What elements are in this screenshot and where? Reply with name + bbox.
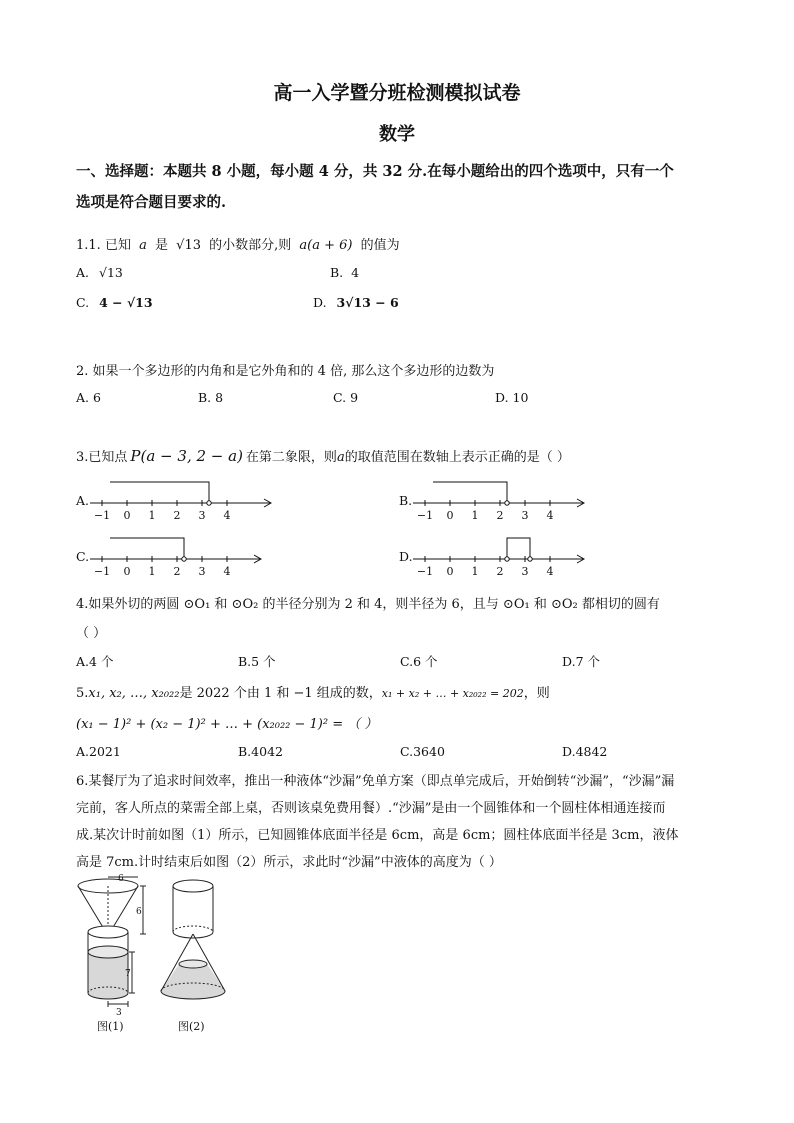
figure-1-caption: 图(1) bbox=[97, 1020, 124, 1033]
endpoint-2 bbox=[505, 557, 509, 561]
q1-option-c bbox=[76, 295, 153, 310]
question-2-stem: 2. 如果一个多边形的内角和是它外角和的 4 倍, 那么这个多边形的边数为 bbox=[76, 364, 495, 379]
q5-option-a-value: 2021 bbox=[89, 744, 121, 759]
q3-option-a-label: A. bbox=[76, 493, 90, 508]
q4-option-b-value: 5 个 bbox=[251, 654, 276, 669]
dim-cone-height-label: 6 bbox=[136, 907, 142, 917]
question-1-stem bbox=[76, 234, 400, 253]
tick-label: 0 bbox=[446, 565, 454, 578]
q1-option-b-label: B. bbox=[330, 265, 344, 280]
q1-option-d-label: D. bbox=[313, 295, 327, 310]
subject-title: 数学 bbox=[379, 124, 415, 145]
tick-label: −1 bbox=[93, 565, 111, 578]
q4-option-d-value: 7 个 bbox=[575, 654, 600, 669]
q1-sqrt13: √13 bbox=[176, 238, 201, 253]
range-a bbox=[110, 482, 209, 503]
question-6-line2: 完前，客人所点的菜需全部上桌，否则该桌免费用餐）.“沙漏”是由一个圆锥体和一个圆柱体相通连接而 bbox=[76, 801, 666, 816]
tick-label: 1 bbox=[471, 509, 479, 522]
tick-label: 0 bbox=[123, 565, 131, 578]
q2-option-d-label: D. bbox=[495, 390, 509, 405]
q2-option-a-label: A. bbox=[76, 390, 90, 405]
q2-option-a bbox=[76, 390, 101, 405]
q2-option-a-value: 6 bbox=[93, 390, 101, 405]
tick-label: 4 bbox=[223, 509, 231, 522]
q3-option-b-label: B. bbox=[399, 493, 413, 508]
page-title: 高一入学暨分班检测模拟试卷 bbox=[273, 82, 521, 104]
question-6-line4: 高是 7cm.计时结束后如图（2）所示，求此时“沙漏”中液体的高度为（ ） bbox=[76, 855, 502, 870]
endpoint-3 bbox=[207, 501, 211, 505]
tick-label: −1 bbox=[416, 565, 434, 578]
tick-label: 4 bbox=[546, 565, 554, 578]
q1-option-a-value: √13 bbox=[99, 265, 123, 280]
range-c bbox=[110, 538, 184, 559]
tick-label: −1 bbox=[93, 509, 111, 522]
section-instructions-line1: 一、选择题：本题共 8 小题，每小题 4 分，共 32 分.在每小题给出的四个选项中，只有一个 bbox=[76, 163, 674, 180]
hourglass-figure-2 bbox=[155, 876, 245, 1011]
cylinder-top bbox=[173, 880, 213, 892]
q4-option-b-label: B. bbox=[238, 654, 252, 669]
q3-point: P(a − 3, 2 − a) bbox=[130, 447, 243, 465]
q5-option-c-label: C. bbox=[400, 744, 414, 759]
q3-text-c: 的取值范围在数轴上表示正确的是（ ） bbox=[344, 450, 570, 465]
q5-text-a: 5. bbox=[76, 686, 89, 701]
q5-option-b-label: B. bbox=[238, 744, 252, 759]
question-6-line1: 6.某餐厅为了追求时间效率，推出一种液体“沙漏”免单方案（即点单完成后，开始倒转“沙漏”，“沙漏”漏 bbox=[76, 774, 675, 789]
q1-option-b-value: 4 bbox=[351, 265, 360, 280]
cylinder-liquid bbox=[88, 952, 128, 999]
q1-text-d: 的值为 bbox=[360, 238, 400, 253]
q4-option-d bbox=[562, 652, 600, 670]
q1-option-c-value: 4 − √13 bbox=[99, 295, 153, 310]
tick-label: 2 bbox=[173, 565, 181, 578]
q1-var-a: a bbox=[139, 238, 147, 253]
q4-option-c-value: 6 个 bbox=[413, 654, 438, 669]
endpoint-3 bbox=[528, 557, 532, 561]
q1-text-c: 的小数部分,则 bbox=[209, 238, 292, 253]
q1-expr: a(a + 6) bbox=[299, 238, 353, 253]
tick-label: 2 bbox=[496, 509, 504, 522]
liquid-surface bbox=[88, 946, 128, 958]
q5-option-a-label: A. bbox=[76, 744, 90, 759]
q5-option-b-value: 4042 bbox=[251, 744, 283, 759]
question-4-stem-line2: （ ） bbox=[76, 626, 107, 641]
q2-option-d bbox=[495, 390, 528, 405]
tick-label: 3 bbox=[198, 565, 206, 578]
dim-top-label: 6 bbox=[118, 874, 124, 884]
tick-label: 1 bbox=[471, 565, 479, 578]
tick-label: −1 bbox=[416, 509, 434, 522]
q1-option-c-label: C. bbox=[76, 295, 90, 310]
q5-sum: x₁ + x₂ + … + x₂₀₂₂ = 202 bbox=[381, 687, 524, 700]
tick-label: 0 bbox=[123, 509, 131, 522]
q3-text-a: 3.已知点 bbox=[76, 450, 128, 465]
dim-liquid-label: 7 bbox=[125, 969, 131, 979]
q5-option-d-value: 4842 bbox=[575, 744, 608, 759]
q2-option-c-label: C. bbox=[333, 390, 347, 405]
q5-option-b bbox=[238, 744, 283, 759]
q1-option-b bbox=[330, 265, 359, 280]
q2-option-b-label: B. bbox=[198, 390, 212, 405]
q1-option-a-label: A. bbox=[76, 265, 90, 280]
q1-option-d-value: 3√13 − 6 bbox=[336, 295, 399, 310]
q4-option-a bbox=[76, 652, 113, 670]
dim-base-label: 3 bbox=[116, 1008, 122, 1018]
range-b bbox=[433, 482, 507, 503]
question-5-stem-line1 bbox=[76, 682, 550, 701]
endpoint-2 bbox=[505, 501, 509, 505]
tick-label: 1 bbox=[148, 565, 156, 578]
axis bbox=[413, 499, 584, 507]
q3-var-a: a bbox=[336, 450, 345, 465]
q2-option-b bbox=[198, 390, 223, 405]
q4-option-a-label: A. bbox=[76, 654, 90, 669]
axis bbox=[90, 499, 271, 507]
q1-text-a: 1.1. 已知 bbox=[76, 238, 131, 253]
question-5-expression: (x₁ − 1)² + (x₂ − 1)² + … + (x₂₀₂₂ − 1)² = （ ） bbox=[76, 717, 378, 732]
q3-option-d-numberline bbox=[413, 532, 613, 582]
cylinder-top bbox=[88, 926, 128, 938]
q5-option-c-value: 3640 bbox=[413, 744, 445, 759]
q2-option-b-value: 8 bbox=[215, 390, 224, 405]
range-d bbox=[507, 538, 530, 559]
figure-2-caption: 图(2) bbox=[178, 1020, 205, 1033]
axis bbox=[90, 555, 261, 563]
q5-vars: x₁, x₂, …, x₂₀₂₂ bbox=[88, 686, 180, 701]
endpoint-2 bbox=[182, 557, 186, 561]
q5-text-b: 是 2022 个由 1 和 −1 组成的数， bbox=[179, 686, 382, 701]
tick-label: 3 bbox=[198, 509, 206, 522]
tick-label: 2 bbox=[173, 509, 181, 522]
q3-option-c-label: C. bbox=[76, 549, 90, 564]
question-6-line3: 成.某次计时前如图（1）所示，已知圆锥体底面半径是 6cm，高是 6cm；圆柱体底面半径是 3cm，液体 bbox=[76, 828, 679, 843]
q3-option-b-numberline bbox=[413, 476, 613, 526]
q1-option-a bbox=[76, 265, 123, 280]
q4-option-d-label: D. bbox=[562, 654, 576, 669]
axis bbox=[413, 555, 584, 563]
hourglass-figure-1 bbox=[70, 874, 160, 1019]
liquid-surface bbox=[179, 960, 207, 968]
q5-option-d bbox=[562, 744, 607, 759]
q5-option-c bbox=[400, 744, 445, 759]
q2-option-c-value: 9 bbox=[350, 390, 359, 405]
q5-option-a bbox=[76, 744, 121, 759]
q2-option-d-value: 10 bbox=[512, 390, 529, 405]
q1-text-b: 是 bbox=[155, 238, 169, 253]
tick-label: 3 bbox=[521, 565, 529, 578]
tick-label: 4 bbox=[546, 509, 554, 522]
question-4-stem-line1: 4.如果外切的两圆 ⊙O₁ 和 ⊙O₂ 的半径分别为 2 和 4，则半径为 6，且与 ⊙O₁ 和 ⊙O₂ 都相切的圆有 bbox=[76, 597, 660, 612]
q3-text-b: 在第二象限，则 bbox=[245, 450, 337, 465]
tick-label: 1 bbox=[148, 509, 156, 522]
q1-option-d bbox=[313, 295, 399, 310]
cone-liquid bbox=[161, 964, 225, 999]
q4-option-c-label: C. bbox=[400, 654, 414, 669]
q5-option-d-label: D. bbox=[562, 744, 576, 759]
question-3-stem bbox=[76, 446, 570, 465]
tick-label: 0 bbox=[446, 509, 454, 522]
tick-label: 2 bbox=[496, 565, 504, 578]
q3-option-c-numberline bbox=[90, 532, 290, 582]
q3-option-a-numberline bbox=[90, 476, 290, 526]
q4-option-c bbox=[400, 652, 438, 670]
tick-label: 4 bbox=[223, 565, 231, 578]
q5-text-c: ，则 bbox=[523, 686, 550, 701]
q4-option-a-value: 4 个 bbox=[89, 654, 114, 669]
q3-option-d-label: D. bbox=[399, 549, 413, 564]
tick-label: 3 bbox=[521, 509, 529, 522]
q4-option-b bbox=[238, 652, 276, 670]
q2-option-c bbox=[333, 390, 358, 405]
section-instructions-line2: 选项是符合题目要求的. bbox=[76, 194, 227, 211]
